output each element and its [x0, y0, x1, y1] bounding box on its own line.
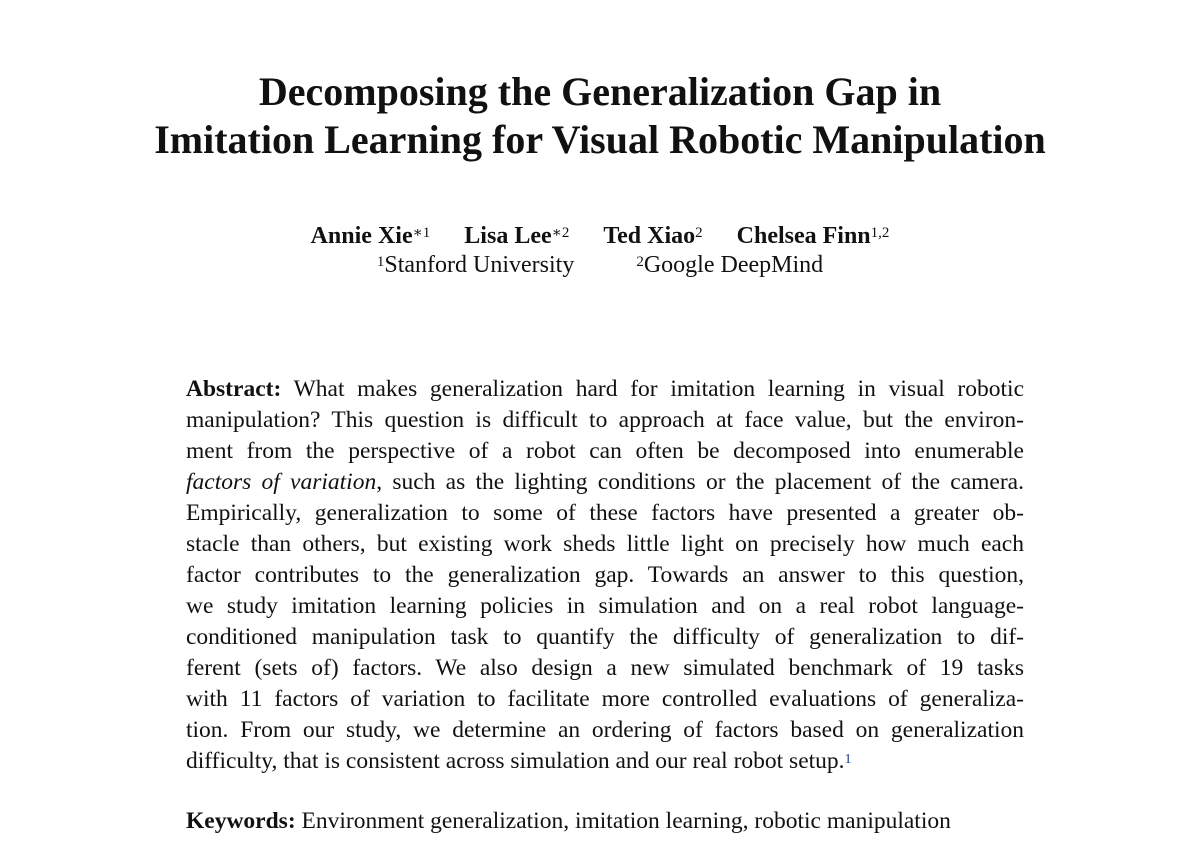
abstract-line	[186, 374, 1024, 405]
author-name: Annie Xie	[310, 223, 413, 249]
abstract-line: manipulation? This question is difficult to approach at face value, but the environ-	[186, 407, 1024, 433]
affiliation-mark: 2	[636, 254, 644, 270]
author-ted-xiao	[603, 222, 702, 250]
title-line-1: Decomposing the Generalization Gap in	[258, 69, 942, 114]
author-annie-xie	[311, 222, 431, 250]
abstract-line: ment from the perspective of a robot can often be decomposed into enumerable	[186, 438, 1024, 464]
keywords	[186, 806, 1024, 837]
abstract-label: Abstract:	[186, 376, 282, 402]
affiliation-name: Stanford University	[384, 252, 575, 278]
abstract-line: with 11 factors of variation to facilitate more controlled evaluations of generaliza-	[186, 686, 1024, 712]
abstract-text: , such as the lighting conditions or the placement of the camera.	[376, 469, 1024, 495]
keywords-text: Environment generalization, imitation learning, robotic manipulation	[301, 808, 951, 834]
abstract-line	[186, 746, 1024, 777]
abstract-line: tion. From our study, we determine an ordering of factors based on generalization	[186, 717, 1024, 743]
author-name: Ted Xiao	[603, 223, 696, 249]
author-name: Lisa Lee	[464, 223, 552, 249]
emphasized-term: factors of variation	[186, 469, 377, 495]
paper-title	[0, 68, 1200, 164]
title-line-2: Imitation Learning for Visual Robotic Manipulation	[154, 117, 1046, 162]
author-lisa-lee	[464, 222, 569, 250]
author-mark: ∗2	[551, 225, 570, 241]
author-chelsea-finn	[737, 222, 890, 250]
abstract-line: conditioned manipulation task to quantify the difficulty of generalization to dif-	[186, 624, 1024, 650]
abstract-text: difficulty, that is consistent across simulation and our real robot setup.	[186, 748, 845, 774]
author-mark: 2	[695, 225, 703, 241]
affiliation-list	[0, 251, 1200, 279]
abstract-line: we study imitation learning policies in simulation and on a real robot language-	[186, 593, 1024, 619]
abstract-line: factor contributes to the generalization gap. Towards an answer to this question,	[186, 562, 1024, 588]
abstract-line	[186, 467, 1024, 498]
abstract	[186, 374, 1024, 777]
affiliation-name: Google DeepMind	[643, 252, 824, 278]
author-block	[0, 222, 1200, 279]
abstract-text: What makes generalization hard for imitation learning in visual robotic	[293, 376, 1024, 402]
author-name: Chelsea Finn	[736, 223, 871, 249]
footnote-link[interactable]: 1	[844, 752, 852, 767]
abstract-line: Empirically, generalization to some of these factors have presented a greater ob-	[186, 500, 1024, 526]
abstract-line: ferent (sets of) factors. We also design a new simulated benchmark of 19 tasks	[186, 655, 1024, 681]
abstract-line: stacle than others, but existing work sheds little light on precisely how much each	[186, 531, 1024, 557]
affiliation-mark: 1	[376, 254, 385, 270]
author-list	[0, 222, 1200, 250]
keywords-label: Keywords:	[186, 808, 296, 834]
author-mark: ∗1	[412, 225, 431, 241]
affiliation-google-deepmind	[636, 251, 823, 279]
affiliation-stanford	[377, 251, 574, 279]
author-mark: 1,2	[870, 225, 890, 241]
